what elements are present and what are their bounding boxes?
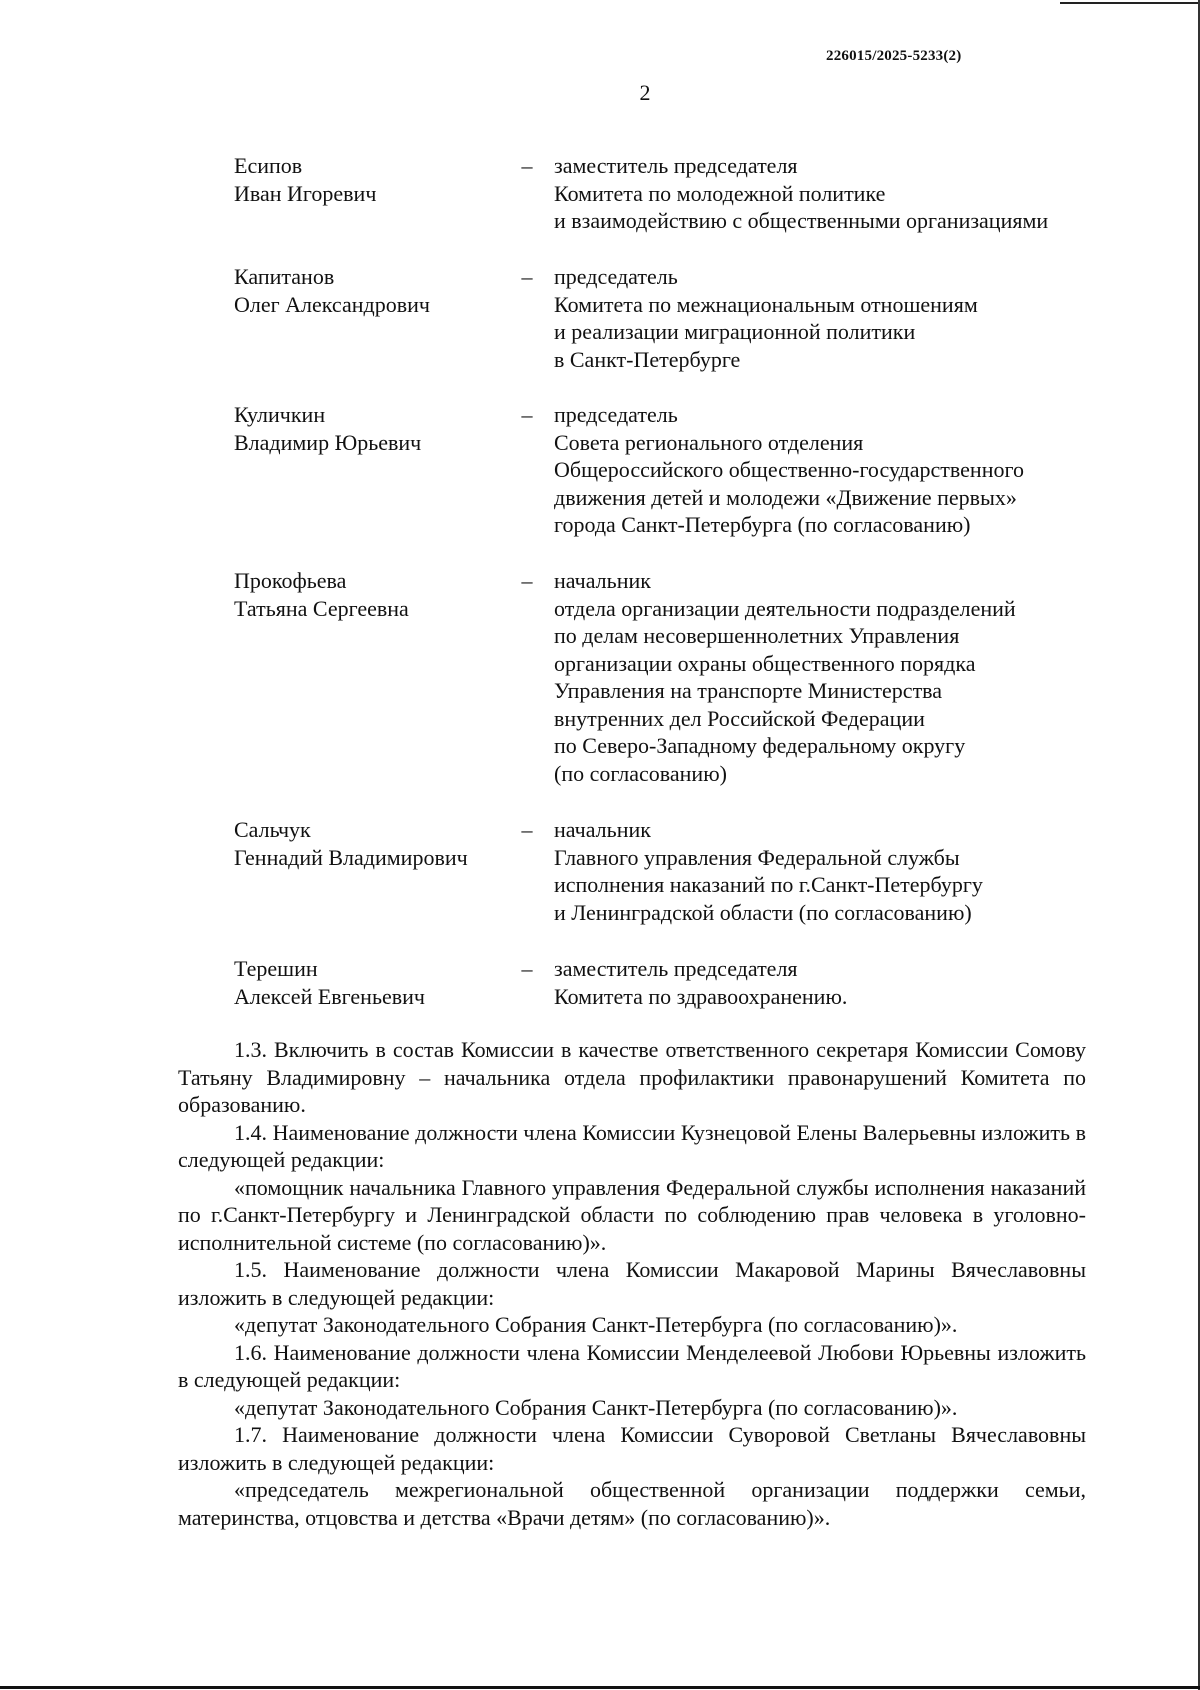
- member-entry: [0, 816, 1200, 955]
- member-entry: [0, 401, 1200, 567]
- separator-dash: –: [521, 153, 533, 178]
- paragraph-1-6-quote: «депутат Законодательного Собрания Санкт-Петербурга (по согласованию)».: [234, 1394, 958, 1420]
- member-entry: [0, 567, 1200, 816]
- role-line: в Санкт-Петербурге: [554, 346, 741, 372]
- role-line: и взаимодействию с общественными организациями: [554, 208, 1049, 233]
- role-line: Комитета по здравоохранению.: [554, 983, 848, 1009]
- paragraph-1-7: 1.7. Наименование должности члена Комиссии Суворовой Светланы Вячеславовны изложить в следующей редакции:: [178, 1422, 1086, 1475]
- role-line: начальник: [554, 568, 651, 593]
- member-role: [554, 152, 1184, 235]
- member-list: [0, 152, 1200, 1011]
- scan-edge-bottom: [0, 1686, 1200, 1689]
- role-line: (по согласованию): [554, 760, 727, 786]
- member-entry: [0, 263, 1200, 401]
- role-line: Совета регионального отделения: [554, 429, 864, 455]
- role-line: и реализации миграционной политики: [554, 319, 916, 344]
- member-surname: Есипов: [234, 153, 303, 178]
- role-line: Комитета по молодежной политике: [554, 180, 886, 206]
- member-role: [554, 567, 1184, 787]
- role-line: и Ленинградской области (по согласованию): [554, 899, 972, 925]
- member-name: [234, 401, 504, 456]
- member-surname: Прокофьева: [234, 568, 347, 593]
- member-surname: Терешин: [234, 956, 318, 981]
- paragraph-1-5: 1.5. Наименование должности члена Комиссии Макаровой Марины Вячеславовны изложить в следующей редакции:: [178, 1257, 1086, 1310]
- role-line: движения детей и молодежи «Движение первых»: [554, 484, 1017, 510]
- member-entry: [0, 152, 1200, 263]
- paragraph-1-6: 1.6. Наименование должности члена Комиссии Менделеевой Любови Юрьевны изложить в следующей редакции:: [178, 1339, 1086, 1392]
- scan-edge-top: [1060, 2, 1200, 4]
- page-number: 2: [639, 80, 651, 105]
- amendments-text: [178, 1036, 1086, 1531]
- member-given-names: Татьяна Сергеевна: [234, 595, 409, 621]
- member-entry: [0, 955, 1200, 1011]
- document-registration-number: 226015/2025-5233(2): [826, 48, 962, 64]
- member-name: [234, 955, 504, 1010]
- separator-dash: –: [521, 402, 533, 427]
- paragraph-1-4-quote: «помощник начальника Главного управления Федеральной службы исполнения наказаний по г.Санкт-Петербургу и Ленинградской области по соблюдению прав человека в уголовно-исполнительной системе (по согласованию)».: [178, 1174, 1086, 1255]
- role-line: председатель: [554, 264, 678, 289]
- paragraph-1-4: 1.4. Наименование должности члена Комиссии Кузнецовой Елены Валерьевны изложить в следующей редакции:: [178, 1119, 1086, 1172]
- separator-dash: –: [521, 264, 533, 289]
- role-line: Главного управления Федеральной службы: [554, 844, 960, 870]
- member-role: [554, 816, 1184, 926]
- role-line: отдела организации деятельности подразделений: [554, 595, 1016, 621]
- role-line: по делам несовершеннолетних Управления: [554, 623, 960, 648]
- member-given-names: Владимир Юрьевич: [234, 429, 422, 455]
- role-line: организации охраны общественного порядка: [554, 650, 976, 676]
- paragraph-1-5-quote: «депутат Законодательного Собрания Санкт-Петербурга (по согласованию)».: [234, 1312, 958, 1337]
- role-line: города Санкт-Петербурга (по согласованию): [554, 512, 971, 537]
- role-line: председатель: [554, 402, 678, 427]
- separator-dash: –: [521, 956, 533, 981]
- member-name: [234, 816, 504, 871]
- role-line: заместитель председателя: [554, 153, 798, 178]
- separator-dash: –: [521, 817, 533, 842]
- member-given-names: Олег Александрович: [234, 291, 430, 317]
- member-surname: Капитанов: [234, 264, 335, 289]
- member-role: [554, 955, 1184, 1010]
- role-line: заместитель председателя: [554, 956, 798, 981]
- member-name: [234, 152, 504, 207]
- role-line: Общероссийского общественно-государственного: [554, 457, 1024, 482]
- member-name: [234, 263, 504, 318]
- member-role: [554, 263, 1184, 373]
- role-line: Комитета по межнациональным отношениям: [554, 291, 978, 317]
- member-surname: Сальчук: [234, 817, 311, 842]
- role-line: Управления на транспорте Министерства: [554, 678, 943, 703]
- role-line: начальник: [554, 817, 651, 842]
- member-surname: Куличкин: [234, 402, 326, 427]
- paragraph-1-3: 1.3. Включить в состав Комиссии в качестве ответственного секретаря Комиссии Сомову Татьяну Владимировну – начальника отдела профилактики правонарушений Комитета по образованию.: [178, 1037, 1086, 1117]
- role-line: внутренних дел Российской Федерации: [554, 705, 925, 731]
- member-name: [234, 567, 504, 622]
- role-line: по Северо-Западному федеральному округу: [554, 733, 966, 758]
- separator-dash: –: [521, 568, 533, 593]
- member-given-names: Алексей Евгеньевич: [234, 983, 425, 1009]
- member-given-names: Геннадий Владимирович: [234, 844, 468, 870]
- member-given-names: Иван Игоревич: [234, 180, 377, 206]
- paragraph-1-7-quote: «председатель межрегиональной общественной организации поддержки семьи, материнства, отцовства и детства «Врачи детям» (по согласованию)».: [178, 1477, 1086, 1530]
- member-role: [554, 401, 1184, 539]
- role-line: исполнения наказаний по г.Санкт-Петербургу: [554, 872, 983, 897]
